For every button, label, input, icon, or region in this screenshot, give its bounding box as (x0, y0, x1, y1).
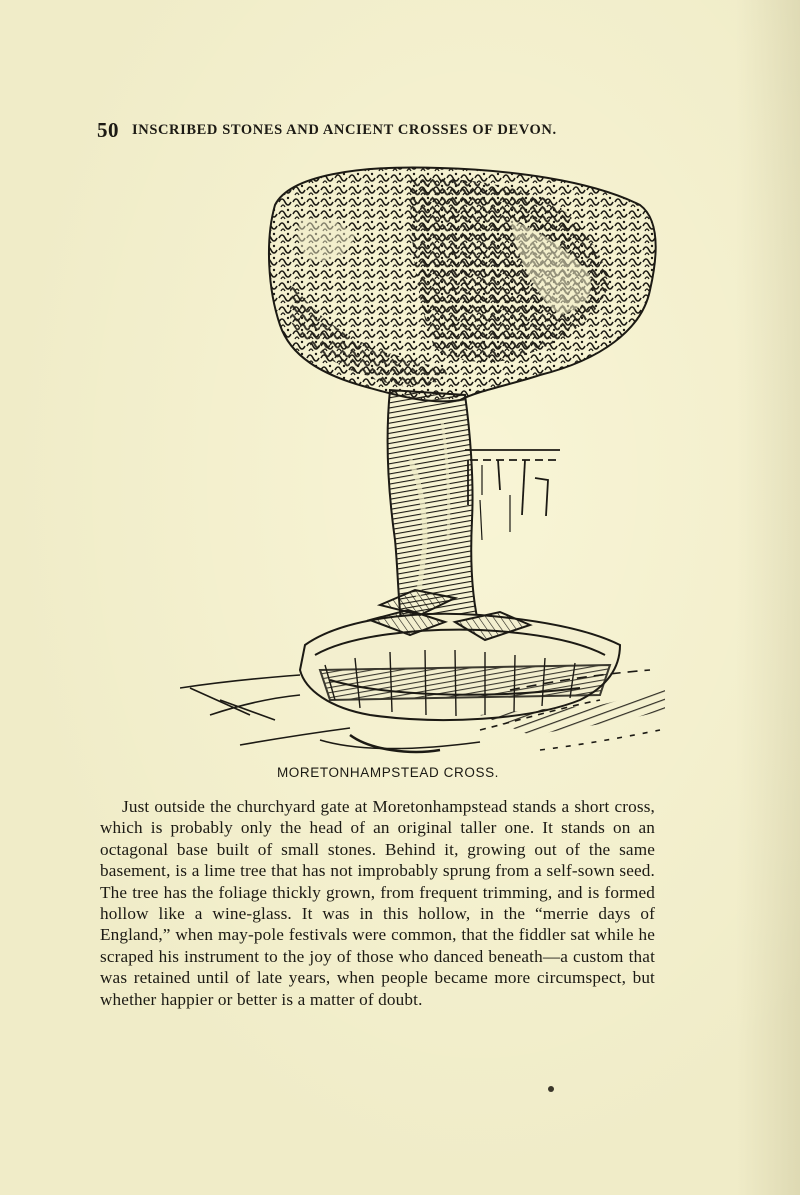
ink-speck (548, 1086, 554, 1092)
running-title: INSCRIBED STONES AND ANCIENT CROSSES OF DEVON. (132, 122, 557, 138)
figure-caption: MORETONHAMPSTEAD CROSS. (276, 765, 500, 780)
lime-tree-crown (269, 167, 656, 401)
moretonhampstead-cross-engraving (180, 160, 670, 760)
running-head (97, 118, 697, 144)
cross-head (465, 450, 560, 540)
body-paragraph: Just outside the churchyard gate at Moretonhampstead stands a short cross, which is probably only the head of an original taller one. It stands on an octagonal base built of small stones. Behind it, growing out of the same basement, is a lime tree that has not improbably sprung from a self-sown seed. The tree has the foliage thickly grown, from frequent trimming, and is formed hollow like a wine-glass. It was in this hollow, in the “merrie days of England,” when may-pole festivals were common, that the fiddler sat while he scraped his instrument to the joy of those who danced beneath—a custom that was retained until of late years, when people became more circumspect, but whether happier or better is a matter of doubt. (100, 797, 655, 1009)
page-number: 50 (97, 118, 119, 142)
